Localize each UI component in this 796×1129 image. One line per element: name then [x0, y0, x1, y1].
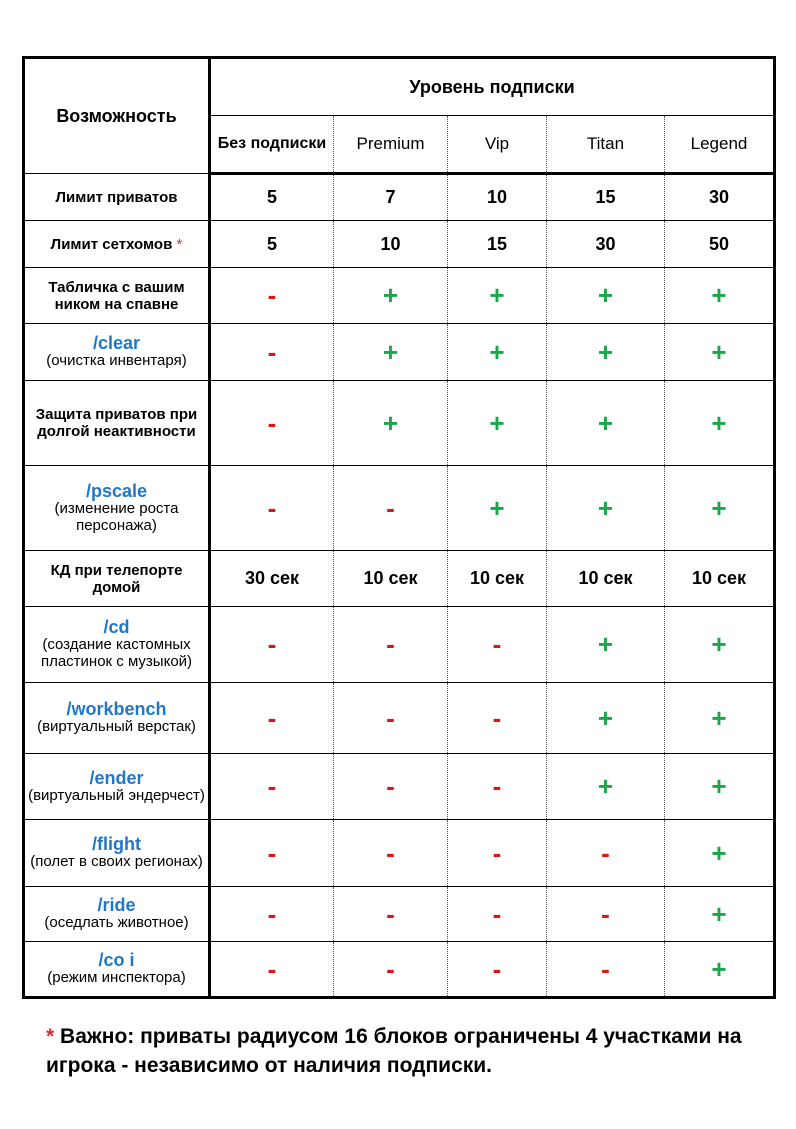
- feature-command: /pscale: [85, 480, 148, 501]
- value-cell: [334, 942, 448, 998]
- not-included-mark: -: [386, 492, 395, 523]
- value-cell: [665, 324, 775, 381]
- included-mark: +: [382, 407, 399, 438]
- table-row: [24, 887, 775, 942]
- feature-label: Лимит сетхомов: [50, 235, 173, 253]
- value-cell: [210, 381, 334, 466]
- tier-header-vip: Vip: [448, 116, 547, 174]
- not-included-mark: -: [386, 702, 395, 733]
- feature-cell: [24, 174, 210, 221]
- not-included-mark: -: [386, 837, 395, 868]
- value-cell: [210, 174, 334, 221]
- value-cell: [547, 820, 665, 887]
- value-text: 5: [266, 233, 277, 254]
- included-mark: +: [597, 336, 614, 367]
- not-included-mark: -: [267, 492, 277, 523]
- value-cell: [448, 683, 547, 754]
- value-text: 30: [708, 187, 730, 207]
- value-cell: [547, 221, 665, 268]
- feature-command: /cd: [103, 617, 130, 637]
- value-cell: [665, 754, 775, 820]
- value-cell: [547, 174, 665, 221]
- value-cell: [547, 381, 665, 466]
- value-cell: [547, 942, 665, 998]
- included-mark: +: [489, 492, 505, 523]
- value-cell: [210, 551, 334, 607]
- included-mark: +: [382, 280, 399, 310]
- value-cell: [448, 268, 547, 324]
- footnote-marker: *: [176, 235, 183, 253]
- value-cell: [665, 381, 775, 466]
- feature-cell: [24, 221, 210, 268]
- value-cell: [665, 174, 775, 221]
- feature-description: (полет в своих регионах): [30, 853, 203, 870]
- feature-command: /ride: [97, 895, 136, 915]
- value-text: 7: [385, 187, 396, 207]
- included-mark: +: [711, 953, 727, 984]
- value-cell: [210, 268, 334, 324]
- feature-description: (очистка инвентаря): [46, 352, 187, 369]
- feature-cell: [24, 324, 210, 381]
- included-mark: +: [711, 702, 727, 733]
- value-cell: [448, 221, 547, 268]
- not-included-mark: -: [492, 629, 502, 659]
- value-text: 15: [595, 187, 616, 207]
- not-included-mark: -: [267, 771, 277, 801]
- not-included-mark: -: [267, 280, 277, 310]
- value-cell: [448, 820, 547, 887]
- not-included-mark: -: [386, 629, 395, 659]
- value-text: 10: [380, 233, 401, 254]
- subscription-table: [22, 56, 776, 999]
- feature-label: КД при телепорте домой: [50, 561, 183, 596]
- table-row: [24, 942, 775, 998]
- table-body: [24, 174, 775, 998]
- value-cell: [665, 820, 775, 887]
- value-cell: [334, 381, 448, 466]
- feature-label: Защита приватов при долгой неактивности: [35, 406, 198, 440]
- value-cell: [210, 887, 334, 942]
- included-mark: +: [489, 336, 505, 367]
- tier-header-premium: Premium: [334, 116, 448, 174]
- feature-cell: [24, 551, 210, 607]
- included-mark: +: [711, 771, 727, 801]
- value-cell: [448, 381, 547, 466]
- feature-command: /co i: [98, 950, 135, 970]
- value-cell: [334, 324, 448, 381]
- feature-cell: [24, 381, 210, 466]
- subscription-level-header: Уровень подписки: [210, 58, 775, 116]
- value-cell: [334, 221, 448, 268]
- value-cell: [665, 268, 775, 324]
- not-included-mark: -: [267, 629, 277, 659]
- not-included-mark: -: [492, 953, 502, 984]
- feature-cell: [24, 607, 210, 683]
- included-mark: +: [711, 898, 727, 929]
- not-included-mark: -: [492, 771, 502, 801]
- value-cell: [210, 221, 334, 268]
- included-mark: +: [489, 280, 505, 310]
- value-cell: [547, 551, 665, 607]
- value-cell: [334, 820, 448, 887]
- included-mark: +: [711, 336, 727, 367]
- feature-cell: [24, 942, 210, 998]
- table-row: [24, 381, 775, 466]
- table-row: [24, 683, 775, 754]
- value-cell: [334, 551, 448, 607]
- header-row-group: [24, 58, 775, 116]
- not-included-mark: -: [386, 953, 395, 984]
- feature-description: (создание кастомных пластинок с музыкой): [40, 636, 193, 670]
- not-included-mark: -: [601, 898, 610, 929]
- not-included-mark: -: [386, 898, 395, 929]
- not-included-mark: -: [267, 898, 277, 929]
- tier-header-titan: Titan: [547, 116, 665, 174]
- included-mark: +: [711, 492, 727, 523]
- value-cell: [448, 607, 547, 683]
- value-cell: [665, 887, 775, 942]
- included-mark: +: [711, 407, 727, 438]
- not-included-mark: -: [267, 702, 277, 733]
- value-cell: [547, 683, 665, 754]
- table-row: [24, 607, 775, 683]
- value-cell: [210, 942, 334, 998]
- included-mark: +: [597, 629, 614, 659]
- value-cell: [448, 174, 547, 221]
- feature-description: (изменение роста персонажа): [54, 499, 179, 534]
- feature-command: /workbench: [66, 699, 167, 719]
- value-cell: [334, 466, 448, 551]
- not-included-mark: -: [267, 407, 277, 438]
- value-cell: [334, 268, 448, 324]
- table-row: [24, 551, 775, 607]
- feature-label: Лимит приватов: [55, 188, 178, 206]
- value-cell: [547, 324, 665, 381]
- value-cell: [210, 683, 334, 754]
- table-row: [24, 268, 775, 324]
- feature-column-header: Возможность: [24, 58, 210, 174]
- value-cell: [665, 221, 775, 268]
- not-included-mark: -: [492, 837, 502, 868]
- value-cell: [334, 683, 448, 754]
- not-included-mark: -: [601, 837, 610, 868]
- value-text: 10 сек: [469, 568, 525, 588]
- table-row: [24, 221, 775, 268]
- included-mark: +: [597, 771, 614, 801]
- value-cell: [334, 754, 448, 820]
- not-included-mark: -: [267, 953, 277, 984]
- feature-description: (виртуальный эндерчест): [28, 786, 205, 804]
- value-cell: [547, 754, 665, 820]
- value-cell: [665, 942, 775, 998]
- value-cell: [547, 607, 665, 683]
- value-cell: [210, 324, 334, 381]
- value-text: 5: [266, 187, 277, 207]
- value-cell: [448, 324, 547, 381]
- value-cell: [210, 466, 334, 551]
- tier-header-none: Без подписки: [210, 116, 334, 174]
- value-cell: [210, 820, 334, 887]
- included-mark: +: [597, 280, 614, 310]
- included-mark: +: [597, 702, 614, 733]
- feature-cell: [24, 820, 210, 887]
- not-included-mark: -: [386, 771, 395, 801]
- value-text: 10 сек: [578, 568, 633, 588]
- feature-command: /clear: [92, 333, 141, 353]
- value-cell: [665, 466, 775, 551]
- value-cell: [334, 607, 448, 683]
- value-cell: [448, 466, 547, 551]
- included-mark: +: [597, 492, 614, 523]
- value-cell: [448, 551, 547, 607]
- feature-cell: [24, 887, 210, 942]
- footnote-star: *: [46, 1025, 55, 1048]
- included-mark: +: [711, 280, 727, 310]
- value-text: 10: [486, 187, 508, 207]
- included-mark: +: [382, 336, 399, 367]
- value-cell: [547, 268, 665, 324]
- value-cell: [547, 466, 665, 551]
- feature-cell: [24, 754, 210, 820]
- value-cell: [210, 754, 334, 820]
- value-text: 30: [595, 233, 616, 254]
- included-mark: +: [597, 407, 614, 438]
- table-row: [24, 324, 775, 381]
- value-cell: [210, 607, 334, 683]
- value-text: 50: [708, 233, 730, 254]
- feature-label: Табличка с вашим ником на спавне: [48, 278, 185, 313]
- feature-command: /ender: [89, 767, 144, 788]
- not-included-mark: -: [492, 702, 502, 733]
- value-text: 30 сек: [244, 568, 300, 588]
- table-row: [24, 754, 775, 820]
- not-included-mark: -: [601, 953, 610, 984]
- footnote-text: Важно: приваты радиусом 16 блоков ограничены 4 участками на игрока - независимо от наличия подписки.: [46, 1025, 742, 1077]
- feature-description: (оседлать животное): [44, 914, 189, 931]
- tier-header-legend: Legend: [665, 116, 775, 174]
- feature-cell: [24, 466, 210, 551]
- not-included-mark: -: [267, 837, 277, 868]
- included-mark: +: [489, 407, 505, 438]
- not-included-mark: -: [492, 898, 502, 929]
- value-cell: [665, 607, 775, 683]
- value-cell: [448, 942, 547, 998]
- value-text: 10 сек: [363, 568, 418, 588]
- not-included-mark: -: [267, 336, 277, 367]
- value-cell: [547, 887, 665, 942]
- included-mark: +: [711, 629, 727, 659]
- value-cell: [334, 887, 448, 942]
- value-cell: [334, 174, 448, 221]
- footnote: [46, 1022, 766, 1080]
- feature-cell: [24, 268, 210, 324]
- feature-cell: [24, 683, 210, 754]
- value-cell: [665, 551, 775, 607]
- feature-description: (виртуальный верстак): [37, 718, 196, 735]
- value-cell: [665, 683, 775, 754]
- table-row: [24, 820, 775, 887]
- feature-command: /flight: [92, 834, 141, 854]
- feature-description: (режим инспектора): [47, 969, 186, 986]
- value-text: 15: [486, 233, 508, 254]
- table-row: [24, 466, 775, 551]
- value-cell: [448, 754, 547, 820]
- value-cell: [448, 887, 547, 942]
- included-mark: +: [711, 837, 727, 868]
- table-row: [24, 174, 775, 221]
- value-text: 10 сек: [691, 568, 747, 588]
